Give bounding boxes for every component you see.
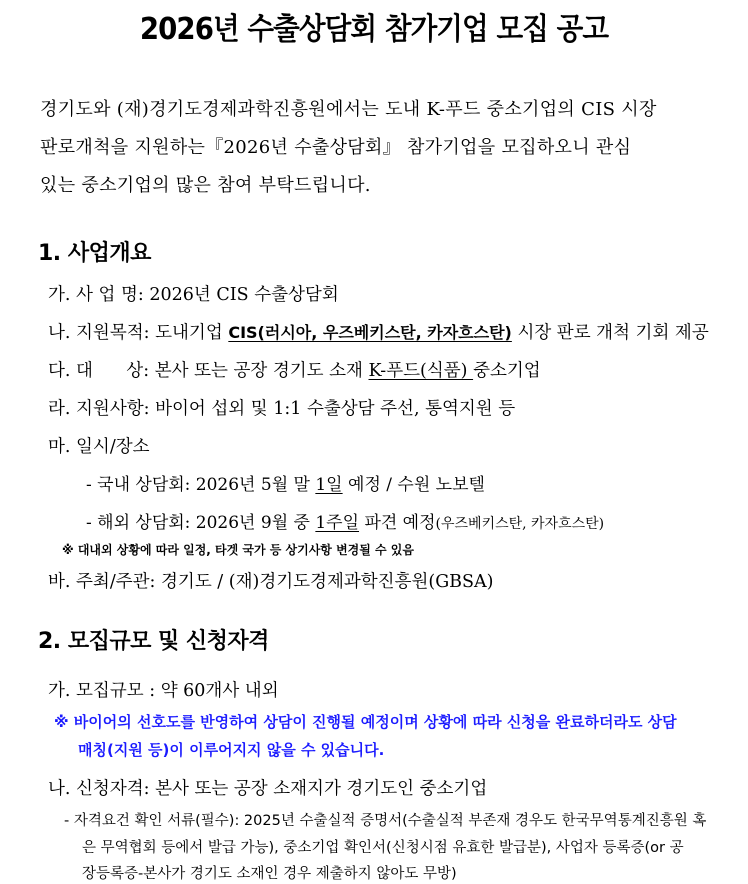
section-2-heading: 2. 모집규모 및 신청자격 bbox=[38, 629, 269, 654]
item-value-post: 시장 판로 개척 기회 제공 bbox=[517, 323, 709, 343]
item-value: 바이어 섭외 및 1:1 수출상담 주선, 통역지원 등 bbox=[155, 399, 516, 419]
page-title: 2026년 수출상담회 참가기업 모집 공고 bbox=[139, 12, 609, 47]
schedule-domestic bbox=[86, 470, 485, 495]
documents-line-2: 은 무역협회 등에서 발급 가능), 중소기업 확인서(신청시점 유효한 발급분), 사업자 등록증(or 공 bbox=[82, 840, 684, 856]
item-label: 라. 지원사항: bbox=[48, 399, 150, 419]
schedule-post: 예정 / 수원 노보텔 bbox=[348, 475, 485, 495]
item-label: 가. 사 업 명: bbox=[48, 285, 144, 305]
schedule-pre: - 해외 상담회: 2026년 9월 중 bbox=[86, 513, 310, 533]
item-business-name bbox=[48, 281, 339, 306]
item-value: 본사 또는 공장 소재지가 경기도인 중소기업 bbox=[155, 779, 488, 799]
intro-line-1: 경기도와 (재)경기도경제과학진흥원에서는 도내 K-푸드 중소기업의 CIS 시장 bbox=[40, 99, 657, 120]
warning-line-1: ※ 바이어의 선호도를 반영하여 상담이 진행될 예정이며 상황에 따라 신청을 완료하더라도 상담 bbox=[54, 713, 677, 731]
underlined-duration: 1일 bbox=[315, 475, 343, 495]
item-recruit-scale bbox=[48, 677, 279, 702]
item-value-pre: 본사 또는 공장 경기도 소재 bbox=[154, 361, 363, 381]
intro-line-2: 판로개척을 지원하는『2026년 수출상담회』 참가기업을 모집하오니 관심 bbox=[40, 137, 632, 158]
item-value-pre: 도내기업 bbox=[155, 323, 223, 343]
item-support bbox=[48, 395, 515, 420]
item-target bbox=[48, 357, 541, 382]
underlined-duration: 1주일 bbox=[315, 513, 360, 533]
underlined-cis-countries: CIS(러시아, 우즈베키스탄, 카자흐스탄) bbox=[228, 323, 512, 342]
item-host bbox=[48, 568, 494, 593]
schedule-countries: (우즈베키스탄, 카자흐스탄) bbox=[435, 516, 605, 532]
warning-line-2: 매칭(지원 등)이 이루어지지 않을 수 있습니다. bbox=[78, 741, 385, 759]
item-value: 2026년 CIS 수출상담회 bbox=[149, 285, 339, 305]
item-schedule-place bbox=[48, 433, 150, 458]
item-purpose bbox=[48, 319, 709, 344]
section-1-heading: 1. 사업개요 bbox=[38, 241, 151, 266]
underlined-kfood: K-푸드(식품) bbox=[368, 361, 474, 381]
intro-line-3: 있는 중소기업의 많은 참여 부탁드립니다. bbox=[40, 175, 371, 196]
change-notice: ※ 대내외 상황에 따라 일정, 타겟 국가 등 상기사항 변경될 수 있음 bbox=[62, 543, 414, 557]
item-value: 경기도 / (재)경기도경제과학진흥원(GBSA) bbox=[161, 572, 494, 592]
item-value: 약 60개사 내외 bbox=[160, 681, 279, 701]
documents-line-3: 장등록증-본사가 경기도 소재인 경우 제출하지 않아도 무방) bbox=[82, 866, 457, 882]
item-label: 나. 신청자격: bbox=[48, 779, 150, 799]
item-label: 마. 일시/장소 bbox=[48, 437, 150, 457]
item-value-post: 중소기업 bbox=[473, 361, 541, 381]
item-eligibility bbox=[48, 775, 487, 800]
schedule-overseas bbox=[86, 508, 604, 533]
item-label: 다. 대 상: bbox=[48, 361, 150, 381]
item-label: 나. 지원목적: bbox=[48, 323, 150, 343]
item-label: 가. 모집규모 : bbox=[48, 681, 156, 701]
item-label: 바. 주최/주관: bbox=[48, 572, 156, 592]
documents-line-1: - 자격요건 확인 서류(필수): 2025년 수출실적 증명서(수출실적 부존재 경우도 한국무역통계진흥원 혹 bbox=[64, 813, 707, 829]
schedule-pre: - 국내 상담회: 2026년 5월 말 bbox=[86, 475, 310, 495]
schedule-post: 파견 예정 bbox=[364, 513, 436, 533]
